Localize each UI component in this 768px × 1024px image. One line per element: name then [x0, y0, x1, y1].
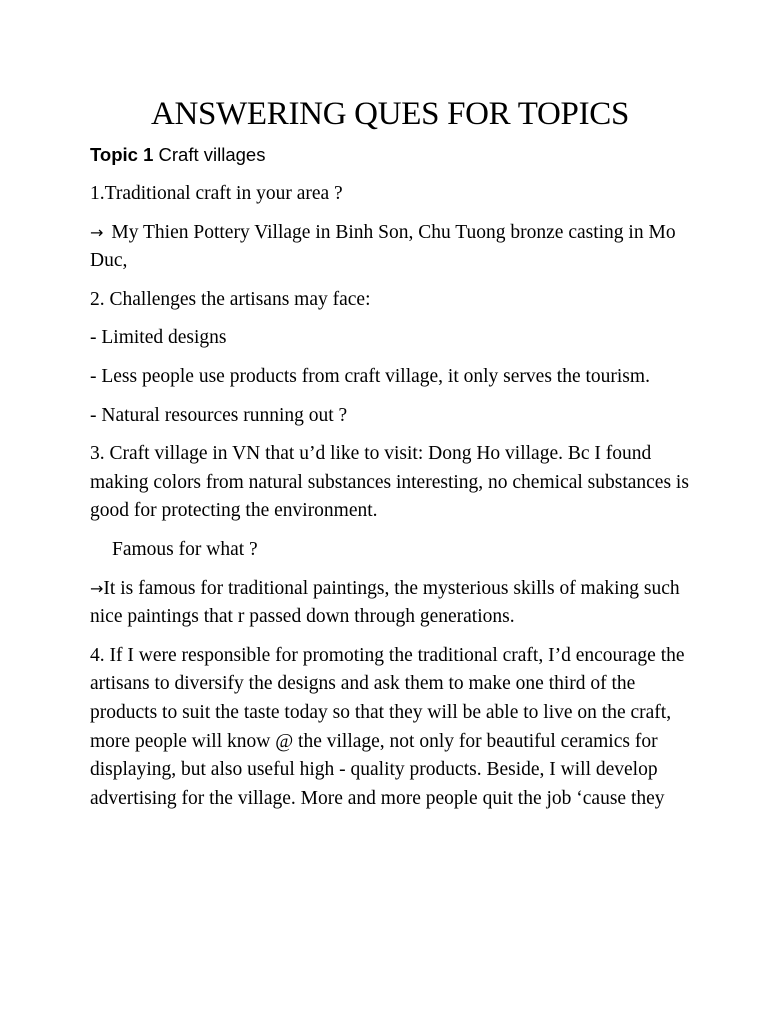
- challenge-3: - Natural resources running out ?: [90, 404, 348, 426]
- document-title: ANSWERING QUES FOR TOPICS: [150, 96, 630, 132]
- question-1: 1.Traditional craft in your area ?: [90, 183, 343, 204]
- question-3: 3. Craft village in VN that u’d like to visit: Dong Ho village. Bc I found making colors from natural substances interesting, no chemical substances is good for protecting the environment.: [90, 443, 689, 522]
- question-2: 2. Challenges the artisans may face:: [90, 288, 371, 310]
- arrow-icon: →: [90, 578, 104, 598]
- topic-name: Craft villages: [158, 144, 266, 165]
- topic-label: Topic 1: [90, 144, 154, 165]
- document-body: [90, 92, 690, 823]
- challenge-2: - Less people use products from craft village, it only serves the tourism.: [90, 365, 650, 387]
- arrow-icon: →: [90, 222, 104, 242]
- answer-1-text: My Thien Pottery Village in Binh Son, Chu Tuong bronze casting in Mo Duc,: [90, 221, 676, 272]
- challenge-1: - Limited designs: [90, 327, 227, 349]
- question-4: 4. If I were responsible for promoting the traditional craft, I’d encourage the artisans to diversify the designs and ask them to make one third of the products to suit the taste today so that they will be able to live on the craft, more people will know @ the village, not only for beautiful ceramics for displaying, but also useful high - quality products. Beside, I will develop advertising for the village. More and more people quit the job ‘cause they: [90, 644, 685, 809]
- answer-1: [90, 219, 690, 276]
- answer-3-followup: [90, 575, 690, 632]
- question-3-followup: Famous for what ?: [112, 538, 258, 560]
- topic-heading: [90, 142, 690, 168]
- answer-3-followup-text: It is famous for traditional paintings, the mysterious skills of making such nice paintings that r passed down through generations.: [90, 577, 680, 628]
